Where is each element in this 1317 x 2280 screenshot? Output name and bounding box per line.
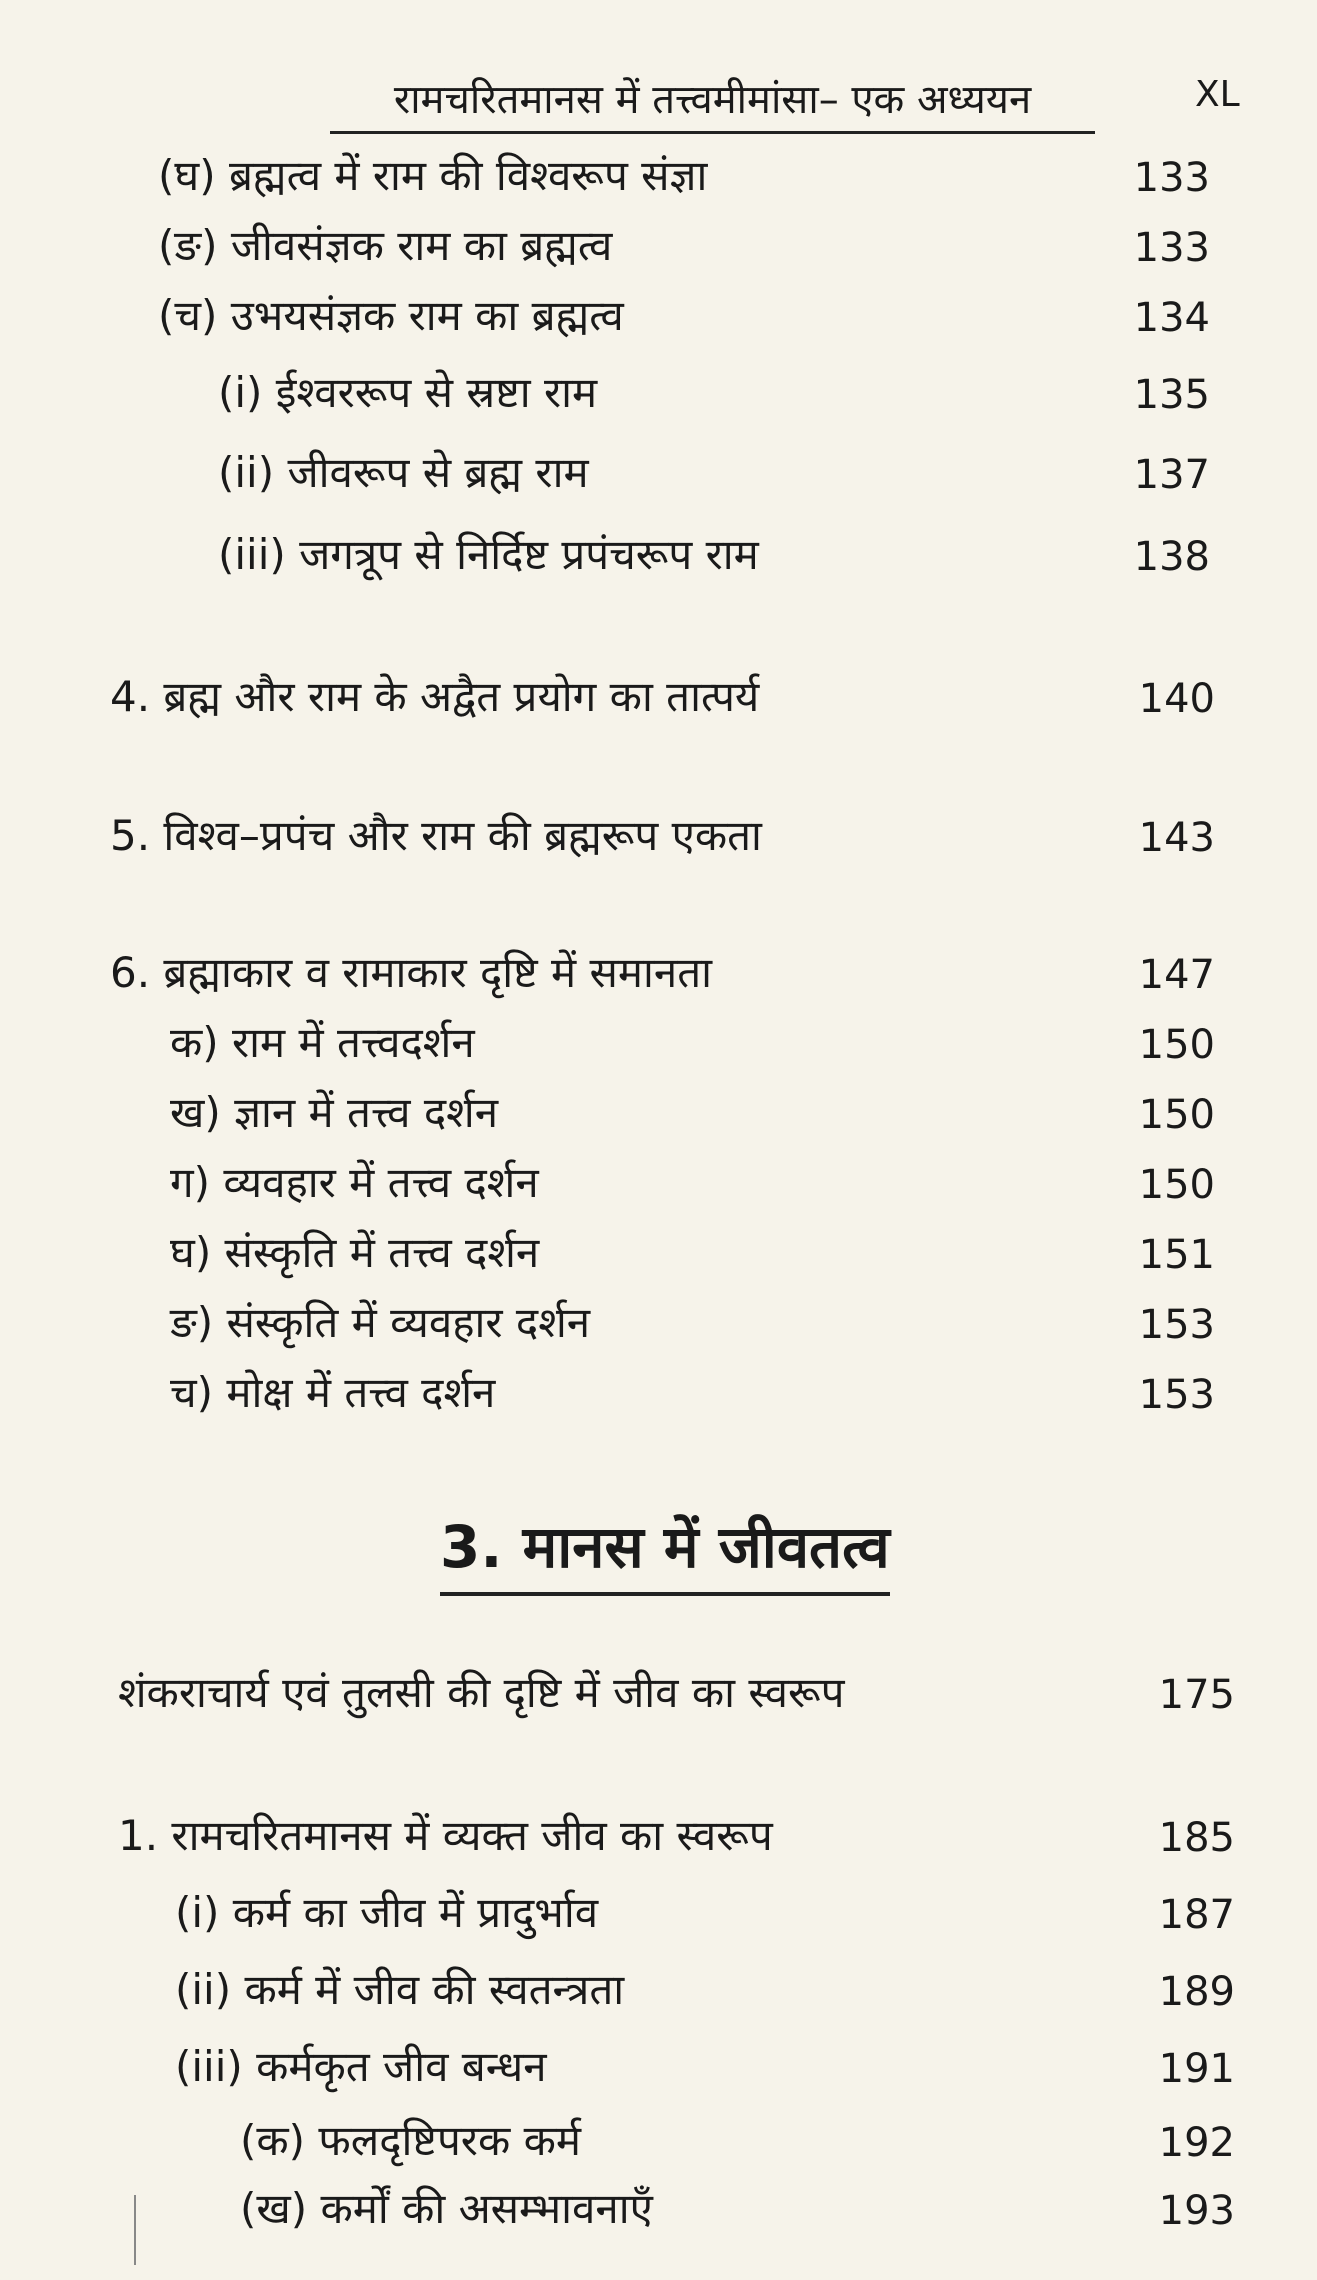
toc-page-number: 133 [1133,225,1210,271]
toc-entry: (क) फलदृष्टिपरक कर्म [240,2116,581,2165]
toc-entry: 6. ब्रह्माकार व रामाकार दृष्टि में समानता [110,948,713,997]
margin-mark [134,2195,136,2265]
toc-page-number: 187 [1158,1892,1235,1938]
toc-page-number: 175 [1158,1672,1235,1718]
toc-page-number: 140 [1138,676,1215,722]
toc-page-number: 185 [1158,1815,1235,1861]
toc-entry: (ii) जीवरूप से ब्रह्म राम [218,448,589,497]
toc-page-number: 137 [1133,452,1210,498]
toc-page-number: 192 [1158,2120,1235,2166]
toc-entry: (ख) कर्मों की असम्भावनाएँ [240,2184,653,2233]
toc-entry: घ) संस्कृति में तत्त्व दर्शन [170,1228,540,1277]
toc-entry: 4. ब्रह्म और राम के अद्वैत प्रयोग का तात्पर्य [110,672,760,721]
toc-entry: 5. विश्व–प्रपंच और राम की ब्रह्मरूप एकता [110,811,762,860]
running-header: रामचरितमानस में तत्त्वमीमांसा– एक अध्ययन [330,70,1095,134]
toc-entry: (ii) कर्म में जीव की स्वतन्त्रता [175,1965,625,2014]
toc-page-number: 133 [1133,155,1210,201]
toc-page-number: 189 [1158,1969,1235,2015]
toc-page-number: 138 [1133,534,1210,580]
toc-entry: (i) कर्म का जीव में प्रादुर्भाव [175,1888,599,1937]
toc-entry: (घ) ब्रह्मत्व में राम की विश्वरूप संज्ञा [158,151,708,200]
chapter-heading: 3. मानस में जीवतत्व [440,1505,890,1596]
toc-page-number: 153 [1138,1302,1215,1348]
toc-entry: (च) उभयसंज्ञक राम का ब्रह्मत्व [158,291,624,340]
toc-entry: क) राम में तत्त्वदर्शन [170,1018,475,1067]
toc-page-number: 150 [1138,1022,1215,1068]
toc-page-number: 135 [1133,372,1210,418]
toc-entry: (i) ईश्वररूप से स्रष्टा राम [218,368,598,417]
toc-page-number: 151 [1138,1232,1215,1278]
toc-page-number: 153 [1138,1372,1215,1418]
toc-entry: ङ) संस्कृति में व्यवहार दर्शन [170,1298,591,1347]
toc-page-number: 143 [1138,815,1215,861]
toc-entry: ग) व्यवहार में तत्त्व दर्शन [170,1158,539,1207]
toc-page-number: 150 [1138,1162,1215,1208]
toc-entry: ख) ज्ञान में तत्त्व दर्शन [170,1088,499,1137]
toc-entry: 1. रामचरितमानस में व्यक्त जीव का स्वरूप [118,1811,773,1860]
toc-entry: शंकराचार्य एवं तुलसी की दृष्टि में जीव का स्वरूप [118,1668,845,1717]
toc-entry: (iii) जगत्रूप से निर्दिष्ट प्रपंचरूप राम [218,530,759,579]
page-number: XL [1195,74,1240,115]
toc-page-number: 191 [1158,2046,1235,2092]
toc-page-number: 147 [1138,952,1215,998]
toc-page-number: 134 [1133,295,1210,341]
toc-entry: (ङ) जीवसंज्ञक राम का ब्रह्मत्व [158,221,613,270]
toc-page-number: 193 [1158,2188,1235,2234]
toc-entry: च) मोक्ष में तत्त्व दर्शन [170,1368,496,1417]
toc-entry: (iii) कर्मकृत जीव बन्धन [175,2042,547,2091]
toc-page-number: 150 [1138,1092,1215,1138]
